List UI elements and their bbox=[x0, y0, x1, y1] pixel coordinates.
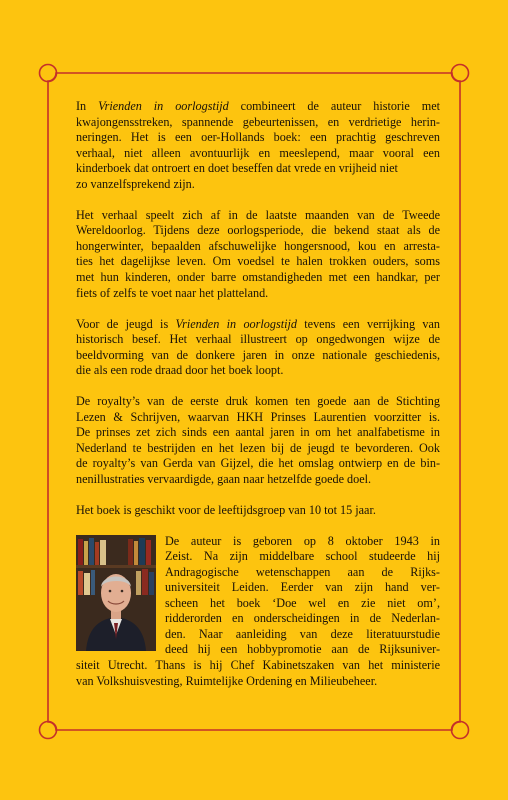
text-line: Nederland te bestrijden en het lezen bij de jeugd te bevorderen. Ook bbox=[76, 440, 440, 455]
corner-ornament-br bbox=[452, 722, 469, 739]
text-line: neringen. Het is een oer-Hollands boek: een prachtig geschreven bbox=[76, 130, 440, 145]
text-line: De prinses zet zich sinds een aantal jaren in om het analfabetisme in bbox=[76, 425, 440, 440]
text-line: Voor de jeugd is Vrienden in oorlogstijd tevens een verrijking van bbox=[76, 316, 440, 331]
text-line: zo vanzelfsprekend zijn. bbox=[76, 176, 195, 191]
text-line: den. Naar aanleiding van deze literatuurstudie bbox=[165, 626, 440, 641]
text-line: die als een rode draad door het boek loopt. bbox=[76, 363, 284, 378]
text-line: universiteit Leiden. Eerder van zijn hand ver- bbox=[165, 580, 440, 595]
back-cover-text bbox=[76, 99, 440, 689]
text-line: Wereldoorlog. Tijdens deze oorlogsperiode, die bekend staat als de bbox=[76, 223, 440, 238]
text-line: de royalty’s van Gerda van Gijzel, die het omslag ontwierp en de bin- bbox=[76, 456, 440, 471]
author-section bbox=[76, 534, 440, 689]
text-line: De auteur is geboren op 8 oktober 1943 in bbox=[165, 533, 440, 548]
text-line: met hun kinderen, onder barre omstandigheden met een handkar, per bbox=[76, 269, 440, 284]
text-line: kwajongensstreken, spannende gebeurtenissen, en verdrietige herin- bbox=[76, 114, 440, 129]
corner-ornament-tr bbox=[452, 65, 469, 82]
text-line: ties het dagelijkse leven. Om voedsel te halen trokken ouders, soms bbox=[76, 254, 440, 269]
text-line: hongerwinter, bepaalden afschuwelijke hongersnood, kou en arresta- bbox=[76, 238, 440, 253]
text-line: ridderorden en onderscheidingen in de Nederlan- bbox=[165, 611, 440, 626]
author-photo bbox=[76, 535, 156, 651]
text-line: Het boek is geschikt voor de leeftijdsgroep van 10 tot 15 jaar. bbox=[76, 503, 376, 518]
text-line: Andragogische wetenschappen aan de Rijks- bbox=[165, 564, 440, 579]
youth-paragraph bbox=[76, 317, 440, 379]
intro-paragraph bbox=[76, 99, 440, 192]
text-line: In Vrienden in oorlogstijd combineert de auteur historie met bbox=[76, 99, 441, 113]
text-line: scheen het boek ‘Doe wel en zie niet om’, bbox=[165, 595, 440, 610]
corner-ornament-tl bbox=[40, 65, 57, 82]
royalties-paragraph bbox=[76, 394, 440, 487]
text-line: fiets of zelfs te voet naar het platteland. bbox=[76, 285, 269, 300]
text-line: De royalty’s van de eerste druk komen ten goede aan de Stichting bbox=[76, 394, 440, 409]
text-line: deed hij een hobbypromotie aan de Rijksuniver- bbox=[165, 642, 440, 657]
story-paragraph bbox=[76, 208, 440, 301]
corner-ornament-bl bbox=[40, 722, 57, 739]
text-line: siteit Utrecht. Thans is hij Chef Kabinetszaken van het ministerie bbox=[76, 657, 440, 672]
text-line: historisch besef. Het verhaal illustreert op ongedwongen wijze de bbox=[76, 332, 440, 347]
text-line: van Volkshuisvesting, Ruimtelijke Ordening en Milieubeheer. bbox=[76, 673, 378, 688]
text-line: beeldvorming van de donkere jaren in onze nationale geschiedenis, bbox=[76, 347, 440, 362]
text-line: verhaal, niet alleen avontuurlijk en meeslepend, maar vooral een bbox=[76, 145, 440, 160]
text-line: nenillustraties vervaardigde, gaan naar hetzelfde goede doel. bbox=[76, 471, 372, 486]
book-title: Vrienden in oorlogstijd bbox=[98, 99, 229, 113]
age-group-paragraph bbox=[76, 503, 440, 519]
text-line: Zeist. Na zijn middelbare school studeerde hij bbox=[165, 549, 440, 564]
book-title: Vrienden in oorlogstijd bbox=[175, 316, 297, 331]
text-line: Lezen & Schrijven, waarvan HKH Prinses Laurentien voorzitter is. bbox=[76, 409, 440, 424]
text-line: kinderboek dat ontroert en doet beseffen dat vrede en vrijheid niet bbox=[76, 161, 398, 176]
text-line: Het verhaal speelt zich af in de laatste maanden van de Tweede bbox=[76, 207, 440, 222]
